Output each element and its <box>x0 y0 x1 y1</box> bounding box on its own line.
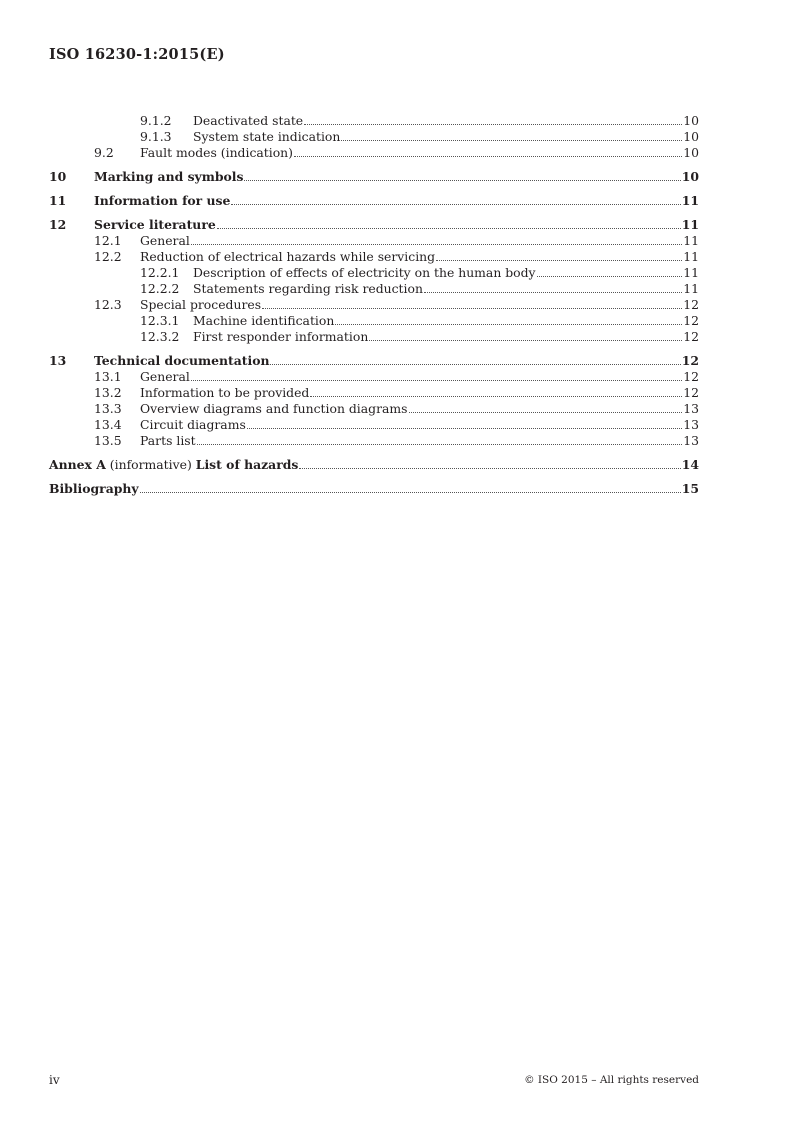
toc-entry-title: Marking and symbols <box>94 169 244 184</box>
toc-entry-12-2-1[interactable] <box>49 265 699 281</box>
toc-entry-9-2[interactable] <box>49 145 699 161</box>
dot-leader <box>409 411 683 413</box>
dot-leader <box>335 323 682 325</box>
toc-entry-page: 10 <box>683 145 699 160</box>
toc-entry-title <box>49 457 298 473</box>
document-id-header: ISO 16230-1:2015(E) <box>49 46 225 63</box>
dot-leader <box>197 443 683 445</box>
page-number: iv <box>49 1073 60 1087</box>
toc-entry-number: 12.3.1 <box>140 313 180 328</box>
dot-leader <box>299 467 680 469</box>
dot-leader <box>424 291 682 293</box>
toc-entry-page: 11 <box>681 193 699 208</box>
dot-leader <box>140 491 681 493</box>
toc-entry-number: 12 <box>49 217 67 232</box>
dot-leader <box>294 155 682 157</box>
toc-entry-title: Circuit diagrams <box>140 417 246 432</box>
toc-entry-title: Fault modes (indication) <box>140 145 293 160</box>
toc-entry-title: Parts list <box>140 433 196 448</box>
toc-entry-number: 12.2.1 <box>140 265 180 280</box>
toc-entry-12-2-2[interactable] <box>49 281 699 297</box>
toc-entry-page: 12 <box>683 297 699 312</box>
dot-leader <box>262 307 682 309</box>
toc-entry-12-1[interactable] <box>49 233 699 249</box>
toc-entry-title: Service literature <box>94 217 216 232</box>
toc-entry-number: 12.1 <box>94 233 122 248</box>
toc-entry-title: Technical documentation <box>94 353 270 368</box>
toc-entry-11[interactable] <box>49 193 699 209</box>
toc-entry-number: 12.2 <box>94 249 122 264</box>
toc-entry-12[interactable] <box>49 217 699 233</box>
toc-entry-page: 11 <box>681 217 699 232</box>
toc-entry-page: 12 <box>681 353 699 368</box>
toc-entry-number: 13 <box>49 353 67 368</box>
toc-entry-page: 11 <box>683 265 699 280</box>
toc-entry-13-4[interactable] <box>49 417 699 433</box>
dot-leader <box>270 363 680 365</box>
toc-entry-title: Description of effects of electricity on the human body <box>193 265 536 280</box>
copyright-notice: © ISO 2015 – All rights reserved <box>524 1074 699 1086</box>
toc-entry-title: First responder information <box>193 329 369 344</box>
dot-leader <box>191 243 682 245</box>
toc-entry-12-2[interactable] <box>49 249 699 265</box>
toc-entry-title: Information for use <box>94 193 231 208</box>
toc-entry-title: Special procedures <box>140 297 262 312</box>
toc-entry-page: 15 <box>681 481 699 496</box>
toc-entry-13-2[interactable] <box>49 385 699 401</box>
toc-entry-13[interactable] <box>49 353 699 369</box>
toc-entry-page: 11 <box>683 249 699 264</box>
toc-entry-page: 10 <box>683 113 699 128</box>
dot-leader <box>436 259 682 261</box>
annex-qualifier: (informative) <box>109 457 192 472</box>
dot-leader <box>244 179 680 181</box>
toc-entry-title: General <box>140 233 190 248</box>
toc-entry-title: System state indication <box>193 129 341 144</box>
dot-leader <box>247 427 682 429</box>
toc-entry-annex-a[interactable] <box>49 457 699 473</box>
toc-entry-title: Overview diagrams and function diagrams <box>140 401 408 416</box>
toc-entry-title: Statements regarding risk reduction <box>193 281 423 296</box>
toc-entry-number: 13.3 <box>94 401 122 416</box>
toc-entry-number: 11 <box>49 193 67 208</box>
toc-entry-number: 9.1.2 <box>140 113 172 128</box>
dot-leader <box>191 379 682 381</box>
toc-entry-page: 11 <box>683 281 699 296</box>
table-of-contents <box>49 113 699 497</box>
toc-entry-page: 13 <box>683 433 699 448</box>
toc-entry-page: 10 <box>683 129 699 144</box>
dot-leader <box>310 395 682 397</box>
toc-entry-title: Machine identification <box>193 313 335 328</box>
toc-entry-13-5[interactable] <box>49 433 699 449</box>
toc-entry-number: 9.2 <box>94 145 114 160</box>
toc-entry-title: Information to be provided <box>140 385 310 400</box>
annex-title: List of hazards <box>195 457 299 472</box>
toc-entry-title: Reduction of electrical hazards while servicing <box>140 249 436 264</box>
dot-leader <box>369 339 682 341</box>
toc-entry-title: Bibliography <box>49 481 139 496</box>
toc-entry-bibliography[interactable] <box>49 481 699 497</box>
dot-leader <box>537 275 683 277</box>
toc-entry-title: General <box>140 369 190 384</box>
toc-entry-number: 12.3 <box>94 297 122 312</box>
toc-entry-10[interactable] <box>49 169 699 185</box>
toc-entry-page: 12 <box>683 385 699 400</box>
toc-entry-number: 13.5 <box>94 433 122 448</box>
toc-entry-page: 11 <box>683 233 699 248</box>
toc-entry-title: Deactivated state <box>193 113 304 128</box>
toc-entry-number: 12.2.2 <box>140 281 180 296</box>
toc-entry-page: 12 <box>683 329 699 344</box>
toc-entry-number: 12.3.2 <box>140 329 180 344</box>
toc-entry-13-1[interactable] <box>49 369 699 385</box>
toc-entry-12-3[interactable] <box>49 297 699 313</box>
toc-entry-number: 13.1 <box>94 369 122 384</box>
dot-leader <box>217 227 681 229</box>
dot-leader <box>304 123 682 125</box>
annex-label: Annex A <box>49 457 106 472</box>
toc-entry-9-1-2[interactable] <box>49 113 699 129</box>
toc-entry-page: 13 <box>683 401 699 416</box>
toc-entry-page: 12 <box>683 313 699 328</box>
toc-entry-number: 10 <box>49 169 67 184</box>
dot-leader <box>231 203 680 205</box>
toc-entry-13-3[interactable] <box>49 401 699 417</box>
toc-entry-page: 13 <box>683 417 699 432</box>
toc-entry-number: 9.1.3 <box>140 129 172 144</box>
dot-leader <box>341 139 682 141</box>
toc-entry-page: 12 <box>683 369 699 384</box>
toc-entry-12-3-2[interactable] <box>49 329 699 345</box>
toc-entry-page: 14 <box>681 457 699 472</box>
toc-entry-page: 10 <box>681 169 699 184</box>
toc-entry-12-3-1[interactable] <box>49 313 699 329</box>
toc-entry-number: 13.2 <box>94 385 122 400</box>
toc-entry-number: 13.4 <box>94 417 122 432</box>
toc-entry-9-1-3[interactable] <box>49 129 699 145</box>
